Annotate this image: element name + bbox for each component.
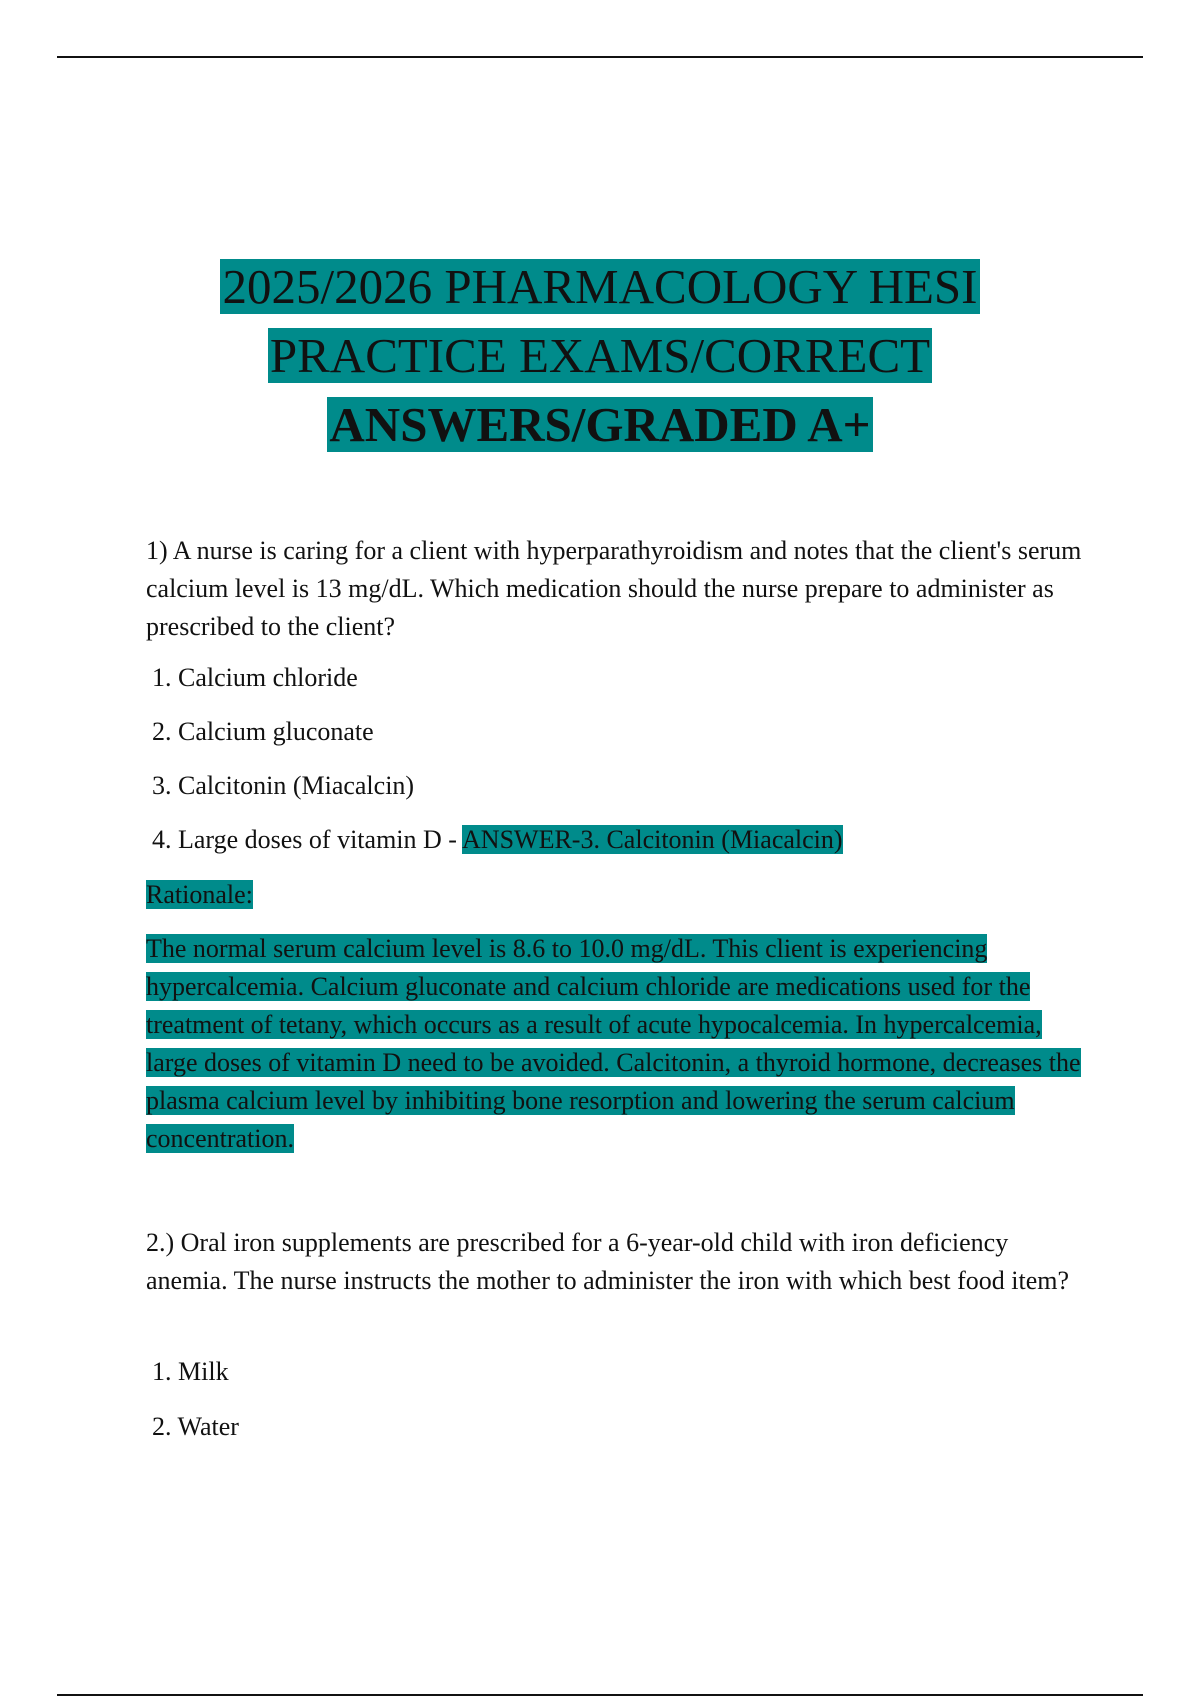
title-line-1: 2025/2026 PHARMACOLOGY HESI xyxy=(222,259,978,314)
question-2-option-2: 2. Water xyxy=(152,1412,239,1441)
rationale-label xyxy=(146,876,253,914)
top-rule xyxy=(57,56,1143,58)
question-1-text: 1) A nurse is caring for a client with hyperparathyroidism and notes that the client's serum calcium level is 13 mg/dL. Which medication should the nurse prepare to administer as prescribed to the client? xyxy=(146,536,1082,641)
question-2-text: 2.) Oral iron supplements are prescribed for a 6-year-old child with iron deficiency anemia. The nurse instructs the mother to administer the iron with which best food item? xyxy=(146,1228,1070,1295)
question-1-option-2: 2. Calcium gluconate xyxy=(152,717,374,746)
question-1-option-1: 1. Calcium chloride xyxy=(152,663,358,692)
bottom-rule xyxy=(57,1694,1143,1696)
title-line-2: PRACTICE EXAMS/CORRECT xyxy=(269,328,931,383)
question-2-option-1: 1. Milk xyxy=(152,1357,229,1386)
question-1-option-4 xyxy=(152,821,843,859)
question-1-option-4-label: 4. Large doses of vitamin D - xyxy=(152,825,463,854)
title-line-3: ANSWERS/GRADED A+ xyxy=(329,397,871,452)
question-1-answer: ANSWER-3. Calcitonin (Miacalcin) xyxy=(462,825,843,854)
rationale-label-text: Rationale: xyxy=(146,880,253,909)
question-1-option-3: 3. Calcitonin (Miacalcin) xyxy=(152,771,415,800)
document-title xyxy=(0,252,1200,459)
rationale-text xyxy=(146,930,1086,1158)
rationale-body: The normal serum calcium level is 8.6 to 10.0 mg/dL. This client is experiencing hypercalcemia. Calcium gluconate and calcium chloride are medications used for the treatment of tetany, which occurs as a result of acute hypocalcemia. In hypercalcemia, large doses of vitamin D need to be avoided. Calcitonin, a thyroid hormone, decreases the plasma calcium level by inhibiting bone resorption and lowering the serum calcium concentration. xyxy=(146,934,1081,1153)
